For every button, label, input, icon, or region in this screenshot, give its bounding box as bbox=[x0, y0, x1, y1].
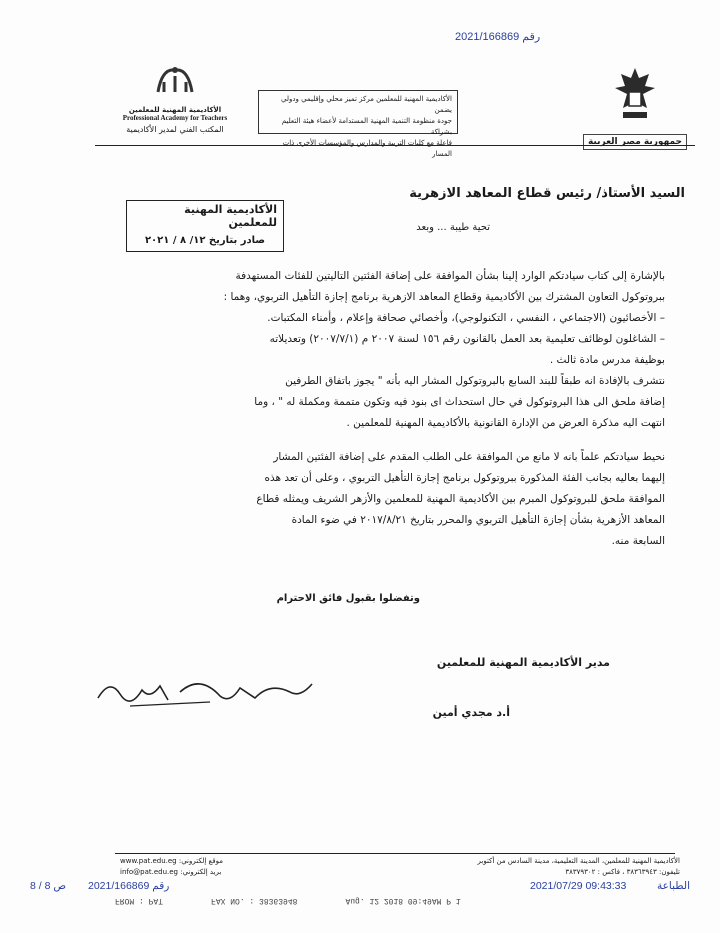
body-line: بالإشارة إلى كتاب سيادتكم الوارد إلينا بشأن الموافقة على إضافة الفئتين التاليتين للفئات المستهدفة bbox=[235, 270, 665, 282]
office-label: المكتب الفني لمدير الأكاديمية bbox=[126, 125, 224, 134]
print-ref: 2021/166869 رقم bbox=[88, 880, 170, 892]
motto-line: الأكاديمية المهنية للمعلمين مركز تميز محلي وإقليمي ودولي يضمن bbox=[281, 95, 452, 114]
stamp-line-2: صادر بتاريخ ١٢/ ٨ / ٢٠٢١ bbox=[144, 235, 266, 246]
academy-name-ar: الأكاديمية المهنية للمعلمين bbox=[128, 106, 222, 114]
body-line: المعاهد الأزهرية بشأن إجازة التأهيل التربوي والمحرر بتاريخ ٢٠١٧/٨/٢١ في ضوء المادة bbox=[291, 514, 665, 526]
greeting: تحية طيبة ... وبعد bbox=[416, 222, 490, 233]
motto-line: فاعلة مع كليات التربية والمدارس والمؤسسات الأخرى ذات المسار bbox=[282, 139, 452, 158]
motto-box bbox=[258, 90, 458, 158]
academy-name-en: Professional Academy for Teachers bbox=[122, 114, 228, 122]
addressee: السيد الأستاذ/ رئيس قطاع المعاهد الازهرية bbox=[409, 186, 685, 201]
body-line: السابعة منه. bbox=[611, 535, 665, 547]
body-line: – الأخصائيون (الاجتماعي ، النفسي ، التكنولوجي)، وأخصائي صحافة وإعلام ، وأمناء المكتبات. bbox=[267, 312, 665, 324]
academy-header bbox=[110, 62, 240, 134]
stamp-line-1: الأكاديمية المهنية للمعلمين bbox=[184, 203, 277, 229]
body-line: نحيط سيادتكم علماً بانه لا مانع من الموافقة على الطلب المقدم على إضافة الفئتين المشار bbox=[273, 451, 665, 463]
government-header bbox=[580, 64, 690, 150]
paragraph-3 bbox=[90, 447, 665, 552]
signatory-name: أ.د مجدي أمين bbox=[432, 706, 510, 719]
outgoing-stamp bbox=[126, 200, 284, 252]
body-line: ببروتوكول التعاون المشترك بين الأكاديمية وقطاع المعاهد الازهرية برنامج إجازة التأهيل التربوي، وهما : bbox=[223, 291, 665, 303]
body-line: إضافة ملحق الى هذا البروتوكول في حال استحداث اى بنود فيه وتكون متممة ومكملة له " ، وما bbox=[254, 396, 665, 408]
eagle-emblem-icon bbox=[613, 64, 657, 124]
footer-divider bbox=[115, 853, 675, 854]
body-line: انتهت اليه مذكرة العرض من الإدارة القانونية بالأكاديمية المهنية للمعلمين . bbox=[346, 417, 665, 429]
print-label: الطباعة bbox=[657, 880, 690, 892]
motto-line: جودة منظومة التنمية المهنية المستدامة لأعضاء هيئة التعليم بشراكة bbox=[281, 117, 452, 136]
academy-logo-icon bbox=[150, 62, 200, 102]
paragraph-2 bbox=[90, 371, 665, 434]
phone-line: تليفون: ٣٨٣٦٣٩٤٣ ، فاكس : ٣٨٣٧٩٣٠٢ bbox=[565, 868, 680, 876]
body-line: إليهما بعاليه بجانب الفئة المذكورة ببروتوكول برنامج إجازة التأهيل التربوي ، وعلى أن تعد هذه bbox=[264, 472, 665, 484]
website-line: www.pat.edu.eg :موقع إلكتروني bbox=[120, 857, 223, 865]
email-line: info@pat.edu.eg :بريد إلكتروني bbox=[120, 868, 222, 876]
body-line: الموافقة ملحق للبروتوكول المبرم بين الأكاديمية المهنية للمعلمين والأزهر الشريف ويمثله قطاع bbox=[256, 493, 665, 505]
body-line: نتشرف بالإفادة انه طبقاً للبند السابع بالبروتوكول المشار اليه بأنه " يجوز باتفاق الطرفين bbox=[285, 375, 665, 387]
body-line: – الشاغلون لوظائف تعليمية بعد العمل بالقانون رقم ١٥٦ لسنة ٢٠٠٧ م (٢٠٠٧/٧/١) وتعديلاته bbox=[269, 333, 665, 345]
footer-contacts bbox=[120, 856, 280, 878]
fax-header-line: FROM : PAT FAX NO. : 38363948 Aug. 12 2018 09:49AM P 1 bbox=[115, 896, 461, 905]
reference-number: 2021/166869 رقم bbox=[455, 31, 541, 43]
footer-address bbox=[400, 856, 680, 878]
paragraph-1 bbox=[90, 266, 665, 371]
print-bar bbox=[30, 880, 690, 896]
signatory-title: مدير الأكاديمية المهنية للمعلمين bbox=[436, 656, 610, 669]
body-line: بوظيفة مدرس مادة ثالث . bbox=[549, 354, 665, 366]
gov-label: جمهورية مصر العربية bbox=[583, 134, 687, 150]
print-time: 2021/07/29 09:43:33 bbox=[530, 880, 627, 892]
header-divider bbox=[95, 145, 695, 146]
address-line: الأكاديمية المهنية للمعلمين، المدينة التعليمية، مدينة السادس من أكتوبر bbox=[477, 857, 680, 865]
page-number: 8 / 8 ص bbox=[30, 880, 67, 892]
closing-line: وتفضلوا بقبول فائق الاحترام bbox=[276, 593, 420, 604]
handwritten-signature-icon bbox=[90, 670, 320, 715]
